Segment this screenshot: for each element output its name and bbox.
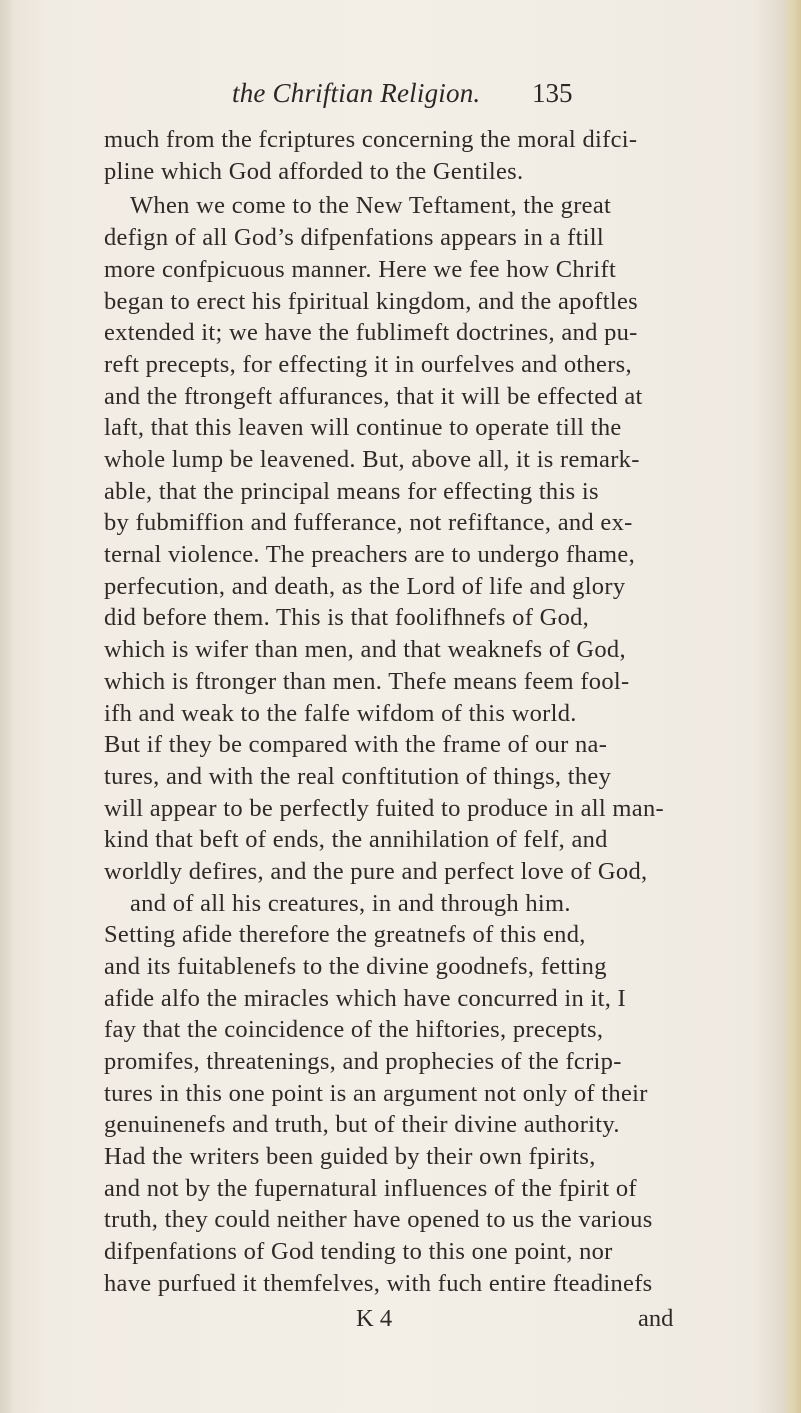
text-line: perfecution, and death, as the Lord of life and glory: [104, 573, 626, 600]
text-line: and its fuitablenefs to the divine goodnefs, fetting: [104, 953, 607, 980]
text-line: will appear to be perfectly fuited to produce in all man-: [104, 795, 664, 822]
text-line: Setting afide therefore the greatnefs of this end,: [104, 921, 586, 948]
text-line: Had the writers been guided by their own fpirits,: [104, 1143, 596, 1170]
text-line: much from the fcriptures concerning the moral difci-: [104, 126, 638, 153]
text-line: whole lump be leavened. But, above all, it is remark-: [104, 446, 640, 473]
text-line: ifh and weak to the falfe wifdom of this world.: [104, 700, 577, 727]
text-line: truth, they could neither have opened to us the various: [104, 1206, 653, 1233]
text-line: began to erect his fpiritual kingdom, and the apoftles: [104, 288, 638, 315]
text-line: and the ftrongeft affurances, that it will be effected at: [104, 383, 643, 410]
text-line: When we come to the New Teftament, the great: [130, 192, 612, 219]
signature-mark: K 4: [356, 1305, 393, 1332]
text-line: tures in this one point is an argument not only of their: [104, 1080, 648, 1107]
text-line: genuinenefs and truth, but of their divine authority.: [104, 1111, 620, 1138]
text-line: defign of all God’s difpenfations appears in a ftill: [104, 224, 605, 251]
text-line: and not by the fupernatural influences of the fpirit of: [104, 1175, 637, 1202]
text-line: laft, that this leaven will continue to operate till the: [104, 414, 622, 441]
text-line: fay that the coincidence of the hiftories, precepts,: [104, 1016, 604, 1043]
page-footer: [0, 1305, 801, 1337]
text-line: did before them. This is that foolifhnefs of God,: [104, 604, 590, 631]
running-title: the Chriftian Religion.: [232, 78, 481, 108]
text-line: afide alfo the miracles which have concurred in it, I: [104, 985, 627, 1012]
text-line: worldly defires, and the pure and perfect love of God,: [104, 858, 648, 885]
text-line: have purfued it themfelves, with fuch entire fteadinefs: [104, 1270, 653, 1297]
text-line: tures, and with the real conftitution of things, they: [104, 763, 612, 790]
text-line: promifes, threatenings, and prophecies of the fcrip-: [104, 1048, 622, 1075]
text-line: extended it; we have the fublimeft doctrines, and pu-: [104, 319, 638, 346]
text-line: and of all his creatures, in and through him.: [130, 890, 571, 917]
text-line: kind that beft of ends, the annihilation of felf, and: [104, 826, 608, 853]
text-line: by fubmiffion and fufferance, not refiftance, and ex-: [104, 509, 633, 536]
text-line: ternal violence. The preachers are to undergo fhame,: [104, 541, 635, 568]
text-line: able, that the principal means for effecting this is: [104, 478, 599, 505]
text-line: which is wifer than men, and that weaknefs of God,: [104, 636, 626, 663]
text-line: more confpicuous manner. Here we fee how Chrift: [104, 256, 617, 283]
text-line: reft precepts, for effecting it in ourfelves and others,: [104, 351, 632, 378]
text-line: difpenfations of God tending to this one point, nor: [104, 1238, 613, 1265]
text-line: which is ftronger than men. Thefe means feem fool-: [104, 668, 630, 695]
text-line: pline which God afforded to the Gentiles.: [104, 158, 524, 185]
text-line: But if they be compared with the frame of our na-: [104, 731, 608, 758]
page-number: 135: [532, 78, 573, 108]
catchword: and: [638, 1305, 674, 1332]
